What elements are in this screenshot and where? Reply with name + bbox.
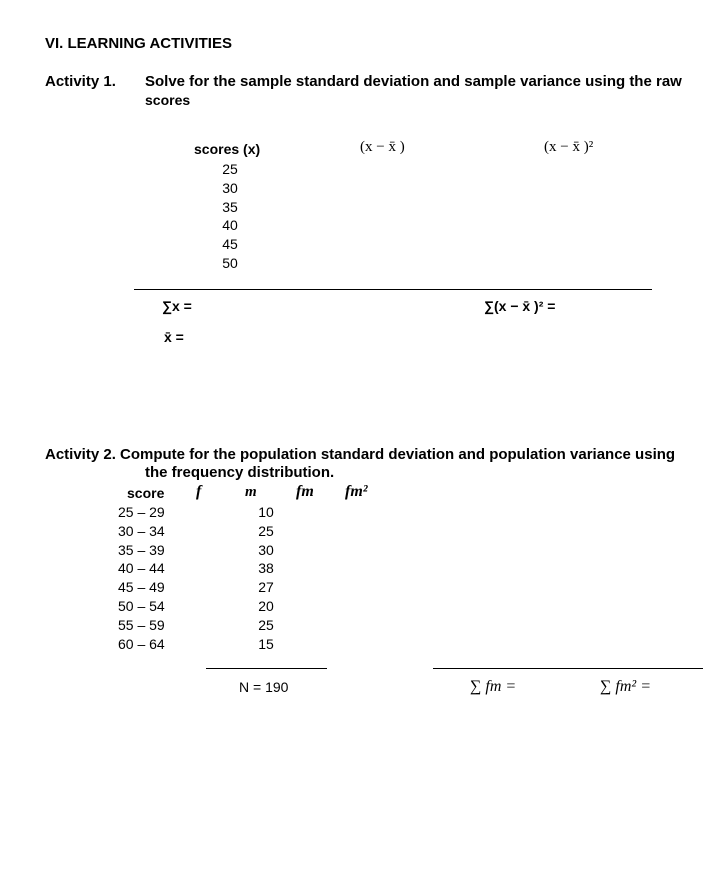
frequency-value: 15 <box>258 635 274 652</box>
score-value: 45 <box>222 236 238 253</box>
sum-deviation-squared-label: ∑(x − x̄ )² = <box>484 298 556 314</box>
score-header: score <box>127 485 165 501</box>
frequency-value: 25 <box>258 522 274 539</box>
class-interval: 60 – 64 <box>118 635 165 652</box>
class-interval: 50 – 54 <box>118 597 165 614</box>
class-interval-column <box>118 503 188 653</box>
activity1-instruction-line2: scores <box>145 92 191 108</box>
scores-header: scores (x) <box>194 141 261 157</box>
activity1-instruction-line1: Solve for the sample standard deviation and sample variance using the raw <box>145 73 682 90</box>
activity1-divider <box>134 289 652 290</box>
sum-fm2-label: ∑ fm² = <box>600 678 651 695</box>
sum-x-label: ∑x = <box>162 298 192 314</box>
frequency-value: 20 <box>258 597 274 614</box>
frequency-column <box>248 503 284 653</box>
frequency-value: 38 <box>258 560 274 577</box>
class-interval: 40 – 44 <box>118 560 165 577</box>
activity2-divider-left <box>206 668 327 669</box>
score-value: 25 <box>222 161 238 177</box>
class-interval: 55 – 59 <box>118 616 165 633</box>
n-total: N = 190 <box>239 679 289 695</box>
fm-header: fm <box>296 483 314 500</box>
activity1-label: Activity 1. <box>45 73 116 90</box>
score-value: 40 <box>222 217 238 234</box>
activity2-instruction-line1: Activity 2. Compute for the population standard deviation and population variance using <box>45 446 676 463</box>
frequency-value: 27 <box>258 579 274 596</box>
m-header: m <box>245 484 257 500</box>
scores-column <box>212 160 248 273</box>
class-interval: 30 – 34 <box>118 522 165 539</box>
frequency-value: 10 <box>258 504 274 520</box>
sum-fm-label: ∑ fm = <box>470 678 517 695</box>
deviation-squared-header: (x − x̄ )² <box>544 139 594 155</box>
mean-label: x̄ = <box>164 329 184 345</box>
class-interval: 45 – 49 <box>118 579 165 596</box>
class-interval: 25 – 29 <box>118 504 165 520</box>
score-value: 30 <box>222 179 238 196</box>
activity2-divider-right <box>433 668 703 669</box>
fm2-header: fm² <box>345 483 368 500</box>
f-header: f <box>196 483 202 500</box>
activity2-instruction-line2: the frequency distribution. <box>145 464 335 481</box>
class-interval: 35 – 39 <box>118 541 165 558</box>
frequency-value: 25 <box>258 616 274 633</box>
frequency-value: 30 <box>258 541 274 558</box>
section-title: VI. LEARNING ACTIVITIES <box>45 35 232 52</box>
deviation-header: (x − x̄ ) <box>360 139 405 155</box>
score-value: 35 <box>222 198 238 215</box>
score-value: 50 <box>222 254 238 271</box>
